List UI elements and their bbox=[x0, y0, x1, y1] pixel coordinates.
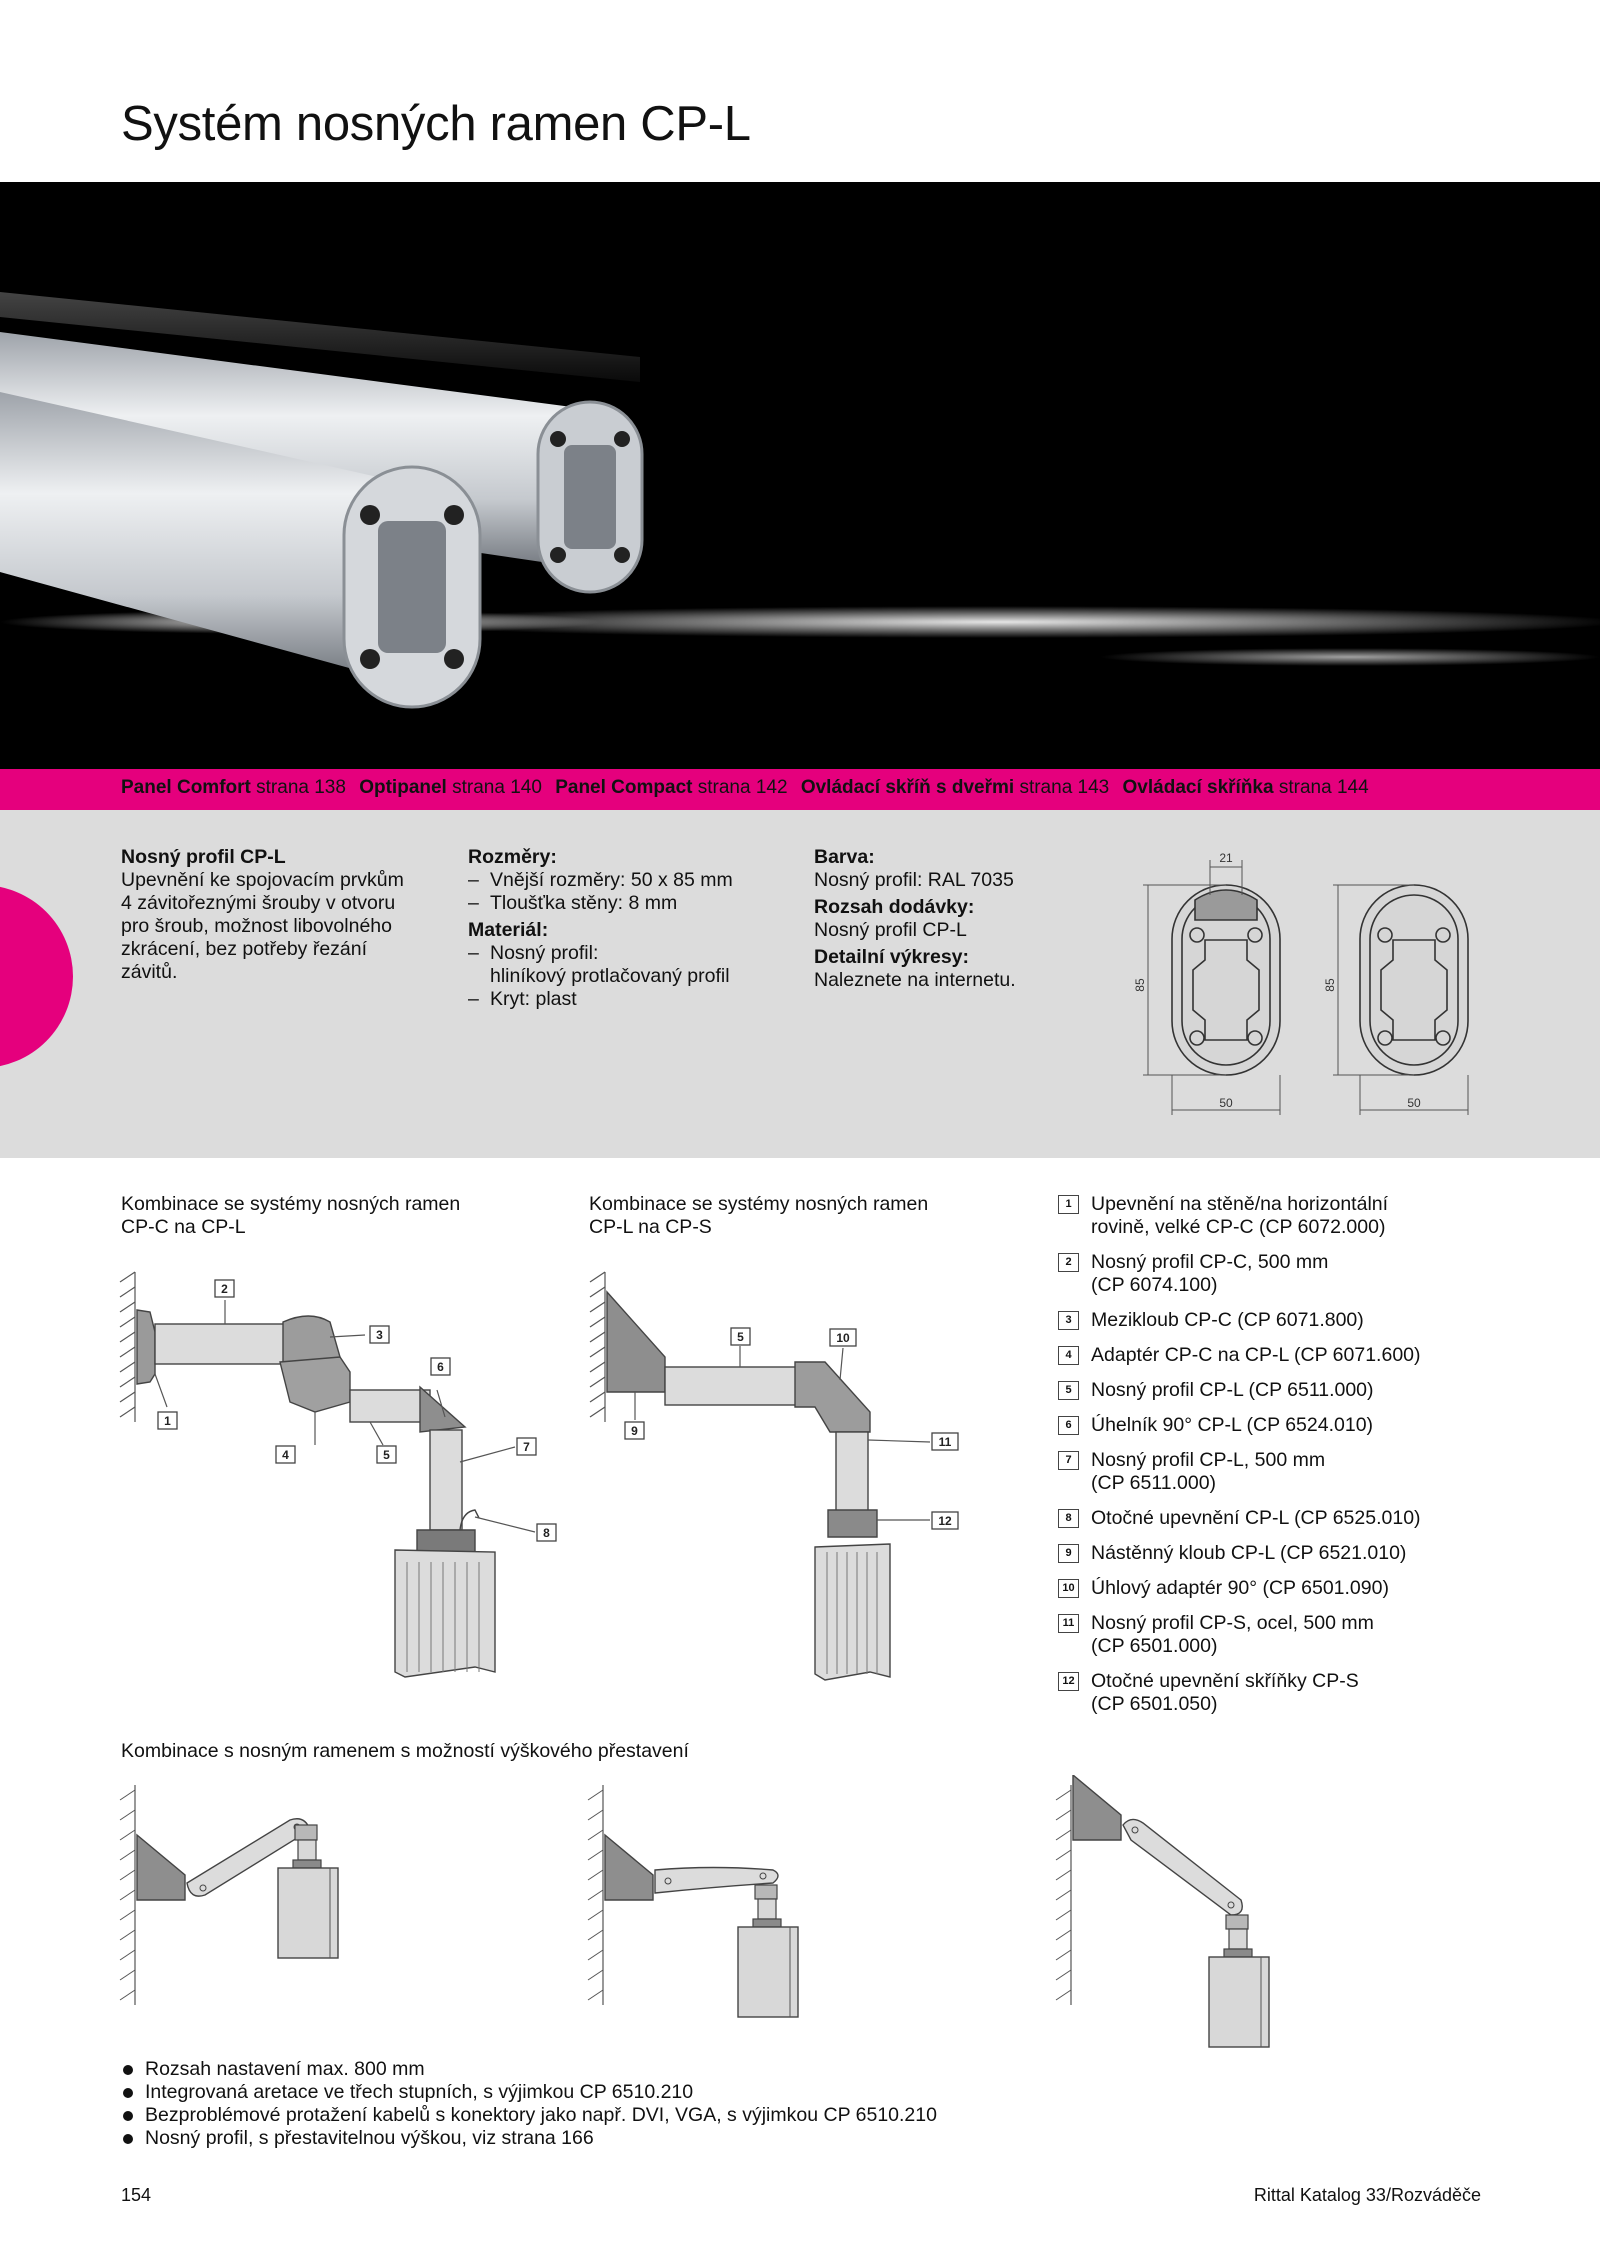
page-title: Systém nosných ramen CP-L bbox=[121, 97, 751, 151]
combination-caption-cpc-cpl bbox=[121, 1193, 460, 1239]
height-adjustable-arm-diagrams bbox=[115, 1775, 1295, 2055]
legend-text: Mezikloub CP-C (CP 6071.800) bbox=[1091, 1309, 1364, 1331]
delivery-heading: Rozsah dodávky: bbox=[814, 896, 975, 918]
feature-item: Nosný profil, s přestavitelnou výškou, viz strana 166 bbox=[121, 2127, 937, 2150]
callout-11 bbox=[932, 1433, 958, 1450]
callout-5 bbox=[377, 1446, 396, 1463]
info-column-color bbox=[814, 846, 1114, 992]
legend-number: 5 bbox=[1058, 1381, 1079, 1400]
legend-number: 7 bbox=[1058, 1451, 1079, 1470]
callout-9 bbox=[625, 1422, 644, 1439]
profile-text-line: závitů. bbox=[121, 961, 178, 983]
feature-item: Integrovaná aretace ve třech stupních, s výjimkou CP 6510.210 bbox=[121, 2081, 937, 2104]
features-list bbox=[121, 2058, 937, 2150]
svg-text:3: 3 bbox=[376, 1328, 383, 1342]
arm-diagram-horizontal bbox=[588, 1785, 798, 2017]
combination-caption-cpl-cps bbox=[589, 1193, 928, 1239]
parts-legend bbox=[1058, 1193, 1498, 1713]
legend-number: 4 bbox=[1058, 1346, 1079, 1365]
catalog-name: Rittal Katalog 33/Rozváděče bbox=[1253, 2185, 1481, 2205]
callout-8 bbox=[537, 1524, 556, 1541]
legend-text: Nosný profil CP-L (CP 6511.000) bbox=[1091, 1379, 1374, 1401]
legend-number: 2 bbox=[1058, 1253, 1079, 1272]
dimension-item: – Tloušťka stěny: 8 mm bbox=[468, 892, 798, 915]
nav-link-ovladaci-skrin[interactable]: Ovládací skříň s dveřmi strana 143 bbox=[800, 777, 1110, 798]
hero-product-photo bbox=[0, 182, 1600, 769]
svg-text:8: 8 bbox=[543, 1526, 550, 1540]
legend-text: Úhelník 90° CP-L (CP 6524.010) bbox=[1091, 1414, 1374, 1436]
diagram-cpl-to-cps bbox=[585, 1262, 1005, 1702]
legend-text: (CP 6511.000) bbox=[1091, 1472, 1217, 1494]
feature-item: Rozsah nastavení max. 800 mm bbox=[121, 2058, 937, 2081]
legend-text: Nástěnný kloub CP-L (CP 6521.010) bbox=[1091, 1542, 1407, 1564]
drawings-heading: Detailní výkresy: bbox=[814, 946, 970, 968]
legend-text: Nosný profil CP-L, 500 mm bbox=[1091, 1449, 1326, 1471]
legend-text: (CP 6501.050) bbox=[1091, 1693, 1218, 1715]
legend-text: Adaptér CP-C na CP-L (CP 6071.600) bbox=[1091, 1344, 1421, 1366]
dimension-label-width: 50 bbox=[1407, 1096, 1421, 1110]
callout-5 bbox=[731, 1328, 750, 1345]
legend-number: 8 bbox=[1058, 1509, 1079, 1528]
legend-text: rovině, velké CP-C (CP 6072.000) bbox=[1091, 1216, 1386, 1238]
dimension-label-width: 50 bbox=[1219, 1096, 1233, 1110]
svg-text:9: 9 bbox=[631, 1424, 638, 1438]
callout-10 bbox=[830, 1329, 856, 1346]
nav-link-optipanel[interactable]: Optipanel strana 140 bbox=[359, 777, 542, 798]
profile-text-line: zkrácení, bez potřeby řezání bbox=[121, 938, 368, 960]
aluminium-profiles-illustration bbox=[0, 182, 1600, 769]
arm-diagram-lowered bbox=[1056, 1775, 1269, 2047]
legend-text: Otočné upevnění skříňky CP-S bbox=[1091, 1670, 1359, 1692]
material-heading: Materiál: bbox=[468, 919, 549, 941]
legend-text: Úhlový adaptér 90° (CP 6501.090) bbox=[1091, 1577, 1389, 1599]
svg-text:2: 2 bbox=[221, 1282, 228, 1296]
caption-line: Kombinace se systémy nosných ramen bbox=[589, 1193, 929, 1215]
profile-text-line: Upevnění ke spojovacím prvkům bbox=[121, 869, 404, 891]
legend-text: (CP 6501.000) bbox=[1091, 1635, 1218, 1657]
profile-heading: Nosný profil CP-L bbox=[121, 846, 286, 868]
legend-text: Nosný profil CP-S, ocel, 500 mm bbox=[1091, 1612, 1374, 1634]
caption-line: CP-C na CP-L bbox=[121, 1216, 246, 1238]
dimension-label-height: 85 bbox=[1323, 978, 1337, 992]
feature-item: Bezproblémové protažení kabelů s konektory jako např. DVI, VGA, s výjimkou CP 6510.210 bbox=[121, 2104, 937, 2127]
material-item: – Nosný profil: bbox=[468, 942, 798, 965]
dimension-label-height: 85 bbox=[1133, 978, 1147, 992]
profile-text-line: 4 závitořeznými šrouby v otvoru bbox=[121, 892, 396, 914]
legend-text: Upevnění na stěně/na horizontální bbox=[1091, 1193, 1389, 1215]
callout-1 bbox=[158, 1412, 177, 1429]
svg-text:11: 11 bbox=[938, 1435, 952, 1449]
dimensions-heading: Rozměry: bbox=[468, 846, 557, 868]
legend-number: 9 bbox=[1058, 1544, 1079, 1563]
legend-text: Nosný profil CP-C, 500 mm bbox=[1091, 1251, 1329, 1273]
svg-text:5: 5 bbox=[383, 1448, 390, 1462]
callout-7 bbox=[517, 1438, 536, 1455]
svg-text:10: 10 bbox=[836, 1331, 850, 1345]
svg-text:4: 4 bbox=[282, 1448, 289, 1462]
dimension-item: – Vnější rozměry: 50 x 85 mm bbox=[468, 869, 798, 892]
legend-number: 10 bbox=[1058, 1579, 1079, 1598]
legend-text: Otočné upevnění CP-L (CP 6525.010) bbox=[1091, 1507, 1421, 1529]
callout-6 bbox=[431, 1358, 450, 1375]
legend-number: 1 bbox=[1058, 1195, 1079, 1214]
callout-4 bbox=[276, 1446, 295, 1463]
legend-text: (CP 6074.100) bbox=[1091, 1274, 1218, 1296]
material-item: – Kryt: plast bbox=[468, 988, 798, 1011]
material-item-cont: hliníkový protlačovaný profil bbox=[490, 965, 730, 987]
callout-3 bbox=[370, 1326, 389, 1343]
arm-diagram-raised bbox=[120, 1785, 338, 2005]
svg-text:7: 7 bbox=[523, 1440, 530, 1454]
nav-link-ovladaci-skrinka[interactable]: Ovládací skříňka strana 144 bbox=[1122, 777, 1369, 798]
nav-link-panel-compact[interactable]: Panel Compact strana 142 bbox=[555, 777, 788, 798]
profile-text-line: pro šroub, možnost libovolného bbox=[121, 915, 392, 937]
legend-number: 11 bbox=[1058, 1614, 1079, 1633]
diagram-cpc-to-cpl bbox=[115, 1262, 575, 1702]
info-column-dimensions bbox=[468, 846, 798, 1011]
callout-2 bbox=[215, 1280, 234, 1297]
drawings-value: Naleznete na internetu. bbox=[814, 969, 1016, 991]
svg-text:1: 1 bbox=[164, 1414, 171, 1428]
nav-link-panel-comfort[interactable]: Panel Comfort strana 138 bbox=[121, 777, 346, 798]
dimension-label-top: 21 bbox=[1219, 851, 1233, 865]
related-products-links bbox=[121, 777, 1369, 799]
svg-text:12: 12 bbox=[938, 1514, 952, 1528]
svg-text:6: 6 bbox=[437, 1360, 444, 1374]
info-column-profile bbox=[121, 846, 451, 984]
callout-12 bbox=[932, 1512, 958, 1529]
profile-cross-section-drawing bbox=[1125, 840, 1595, 1130]
color-value: Nosný profil: RAL 7035 bbox=[814, 869, 1014, 891]
caption-line: Kombinace se systémy nosných ramen bbox=[121, 1193, 461, 1215]
height-adjustable-caption: Kombinace s nosným ramenem s možností výškového přestavení bbox=[121, 1740, 689, 1762]
caption-line: CP-L na CP-S bbox=[589, 1216, 712, 1238]
delivery-value: Nosný profil CP-L bbox=[814, 919, 967, 941]
legend-number: 6 bbox=[1058, 1416, 1079, 1435]
legend-number: 3 bbox=[1058, 1311, 1079, 1330]
legend-number: 12 bbox=[1058, 1672, 1079, 1691]
page-number: 154 bbox=[121, 2185, 152, 2205]
svg-text:5: 5 bbox=[737, 1330, 744, 1344]
color-heading: Barva: bbox=[814, 846, 875, 868]
